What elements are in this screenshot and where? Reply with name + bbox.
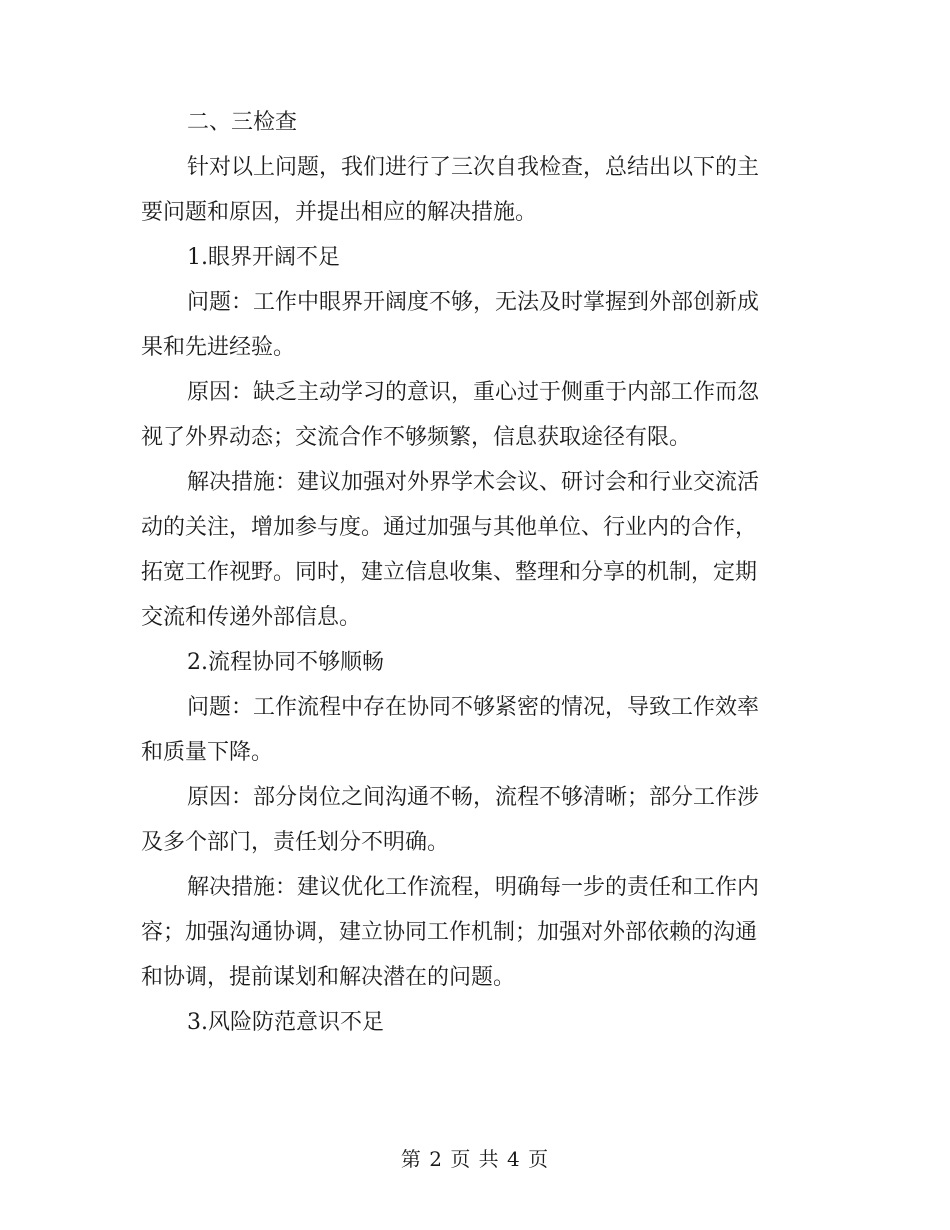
page-number-footer: 第 2 页 共 4 页 <box>400 1147 550 1171</box>
document-body <box>141 100 801 1045</box>
item-title <box>141 235 801 280</box>
paragraph-line: 针对以上问题，我们进行了三次自我检查，总结出以下的主 <box>187 155 760 180</box>
item-title <box>141 1000 801 1045</box>
paragraph-line: 二、三检查 <box>187 110 298 135</box>
problem-paragraph <box>141 280 801 370</box>
solution-paragraph <box>141 865 801 1000</box>
paragraph-line: 问题：工作流程中存在协同不够紧密的情况，导致工作效率 <box>187 695 760 720</box>
paragraph-line: 3.风险防范意识不足 <box>187 1010 384 1035</box>
paragraph-line: 及多个部门，责任划分不明确。 <box>141 830 450 855</box>
intro-paragraph <box>141 145 801 235</box>
paragraph-line: 原因：缺乏主动学习的意识，重心过于侧重于内部工作而忽 <box>187 380 760 405</box>
paragraph-line: 果和先进经验。 <box>141 335 296 360</box>
paragraph-line: 要问题和原因，并提出相应的解决措施。 <box>141 200 538 225</box>
paragraph-line: 问题：工作中眼界开阔度不够，无法及时掌握到外部创新成 <box>187 290 760 315</box>
cause-paragraph <box>141 775 801 865</box>
solution-paragraph <box>141 460 801 640</box>
paragraph-line: 解决措施：建议加强对外界学术会议、研讨会和行业交流活 <box>187 470 760 495</box>
paragraph-line: 拓宽工作视野。同时，建立信息收集、整理和分享的机制，定期 <box>141 560 758 585</box>
paragraph-line: 1.眼界开阔不足 <box>187 245 340 270</box>
paragraph-line: 2.流程协同不够顺畅 <box>187 650 384 675</box>
cause-paragraph <box>141 370 801 460</box>
item-title <box>141 640 801 685</box>
paragraph-line: 容；加强沟通协调，建立协同工作机制；加强对外部依赖的沟通 <box>141 920 758 945</box>
paragraph-line: 解决措施：建议优化工作流程，明确每一步的责任和工作内 <box>187 875 760 900</box>
paragraph-line: 交流和传递外部信息。 <box>141 605 362 630</box>
paragraph-line: 视了外界动态；交流合作不够频繁，信息获取途径有限。 <box>141 425 692 450</box>
problem-paragraph <box>141 685 801 775</box>
paragraph-line: 和质量下降。 <box>141 740 274 765</box>
paragraph-line: 原因：部分岗位之间沟通不畅，流程不够清晰；部分工作涉 <box>187 785 760 810</box>
paragraph-line: 动的关注，增加参与度。通过加强与其他单位、行业内的合作， <box>141 515 758 540</box>
section-heading <box>141 100 801 145</box>
paragraph-line: 和协调，提前谋划和解决潜在的问题。 <box>141 965 516 990</box>
